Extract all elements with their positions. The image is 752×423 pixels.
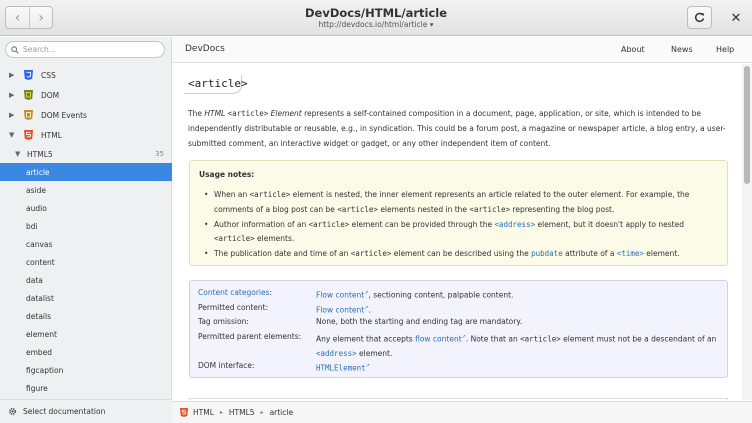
collapse-arrow-icon[interactable]: ▼	[15, 150, 21, 158]
sidebar-item-figcaption[interactable]	[0, 361, 172, 379]
external-link-icon: ↗	[365, 362, 370, 369]
code-article: <article>	[308, 219, 350, 229]
code-article: <article>	[227, 109, 269, 118]
sidebar-group-label: HTML5	[27, 149, 53, 159]
sidebar-item-label: datalist	[26, 293, 54, 303]
sidebar	[0, 37, 172, 423]
dom-icon	[23, 90, 33, 100]
htmlelement-link[interactable]: HTMLElement	[316, 363, 366, 372]
list-item	[204, 247, 719, 262]
info-value: None, both the starting and ending tag are mandatory.	[316, 317, 523, 326]
text: represents a self-contained composition in a document, page, application, or site, which is intended to be independently distributable or reusable, e.g., in syndication. This could be a forum post, a magazine or newspaper article, a blog entry, a user-submitted comment, an interactive widget or gadget, or any other independent item of content.	[188, 109, 726, 148]
text: , sectioning content, palpable content.	[368, 290, 514, 300]
usage-notes-heading: Usage notes:	[199, 170, 255, 179]
close-button[interactable]	[727, 9, 745, 27]
search-input[interactable]	[23, 45, 153, 54]
reload-icon	[694, 12, 705, 23]
code-article: <article>	[337, 204, 378, 214]
sidebar-list	[0, 65, 172, 397]
pubdate-link[interactable]: pubdate	[531, 249, 563, 258]
sidebar-item-figure[interactable]	[0, 379, 172, 397]
nav-link-news[interactable]: News	[671, 45, 693, 54]
sidebar-item-label: article	[26, 167, 50, 177]
list-item	[204, 218, 719, 247]
flow-content-link[interactable]: Flow content	[316, 305, 365, 314]
page-title: <article>	[188, 77, 248, 90]
external-link-icon: ↗	[364, 304, 369, 311]
text: element can be provided through the	[349, 219, 495, 229]
text: element can be described using the	[391, 249, 532, 258]
info-value	[316, 330, 726, 362]
external-link-icon: ↗	[461, 333, 466, 340]
close-icon: ✕	[730, 10, 742, 26]
sidebar-item-embed[interactable]	[0, 343, 172, 361]
text-html: HTML	[204, 109, 226, 118]
search-box[interactable]	[5, 41, 165, 58]
text: elements nested in the	[377, 204, 470, 214]
flow-content-link[interactable]: Flow content	[316, 290, 365, 300]
css3-icon	[23, 70, 33, 80]
text: elements.	[254, 234, 295, 243]
expand-arrow-icon[interactable]: ▶	[9, 111, 15, 119]
sidebar-item-label: aside	[26, 185, 46, 195]
sidebar-item-label: data	[26, 275, 43, 285]
text: representing the blog post.	[510, 204, 615, 214]
sidebar-item-label: audio	[26, 203, 47, 213]
list-item	[204, 188, 719, 217]
scrollbar-thumb[interactable]	[744, 66, 750, 184]
flow-content-link[interactable]: flow content	[415, 334, 462, 343]
text: :	[269, 288, 273, 297]
code-article: <article>	[350, 249, 392, 258]
expand-arrow-icon[interactable]: ▶	[9, 91, 15, 99]
external-link-icon: ↗	[364, 290, 369, 296]
sidebar-item-details[interactable]	[0, 307, 172, 325]
nav-link-help[interactable]: Help	[716, 45, 735, 54]
sidebar-item-label: element	[26, 329, 57, 339]
nav-link-about[interactable]: About	[621, 45, 645, 54]
sidebar-item-label: bdi	[26, 221, 38, 231]
brand-link[interactable]: DevDocs	[185, 44, 225, 54]
text-element: Element	[268, 109, 302, 118]
sidebar-item-dom[interactable]	[0, 85, 172, 105]
sidebar-item-canvas[interactable]	[0, 235, 172, 253]
breadcrumb-item-html5[interactable]: HTML5	[228, 408, 255, 417]
breadcrumb-item-article[interactable]: article	[269, 408, 294, 417]
info-label: Tag omission:	[198, 317, 249, 326]
text: Author information of an	[214, 219, 309, 229]
breadcrumb	[172, 401, 752, 423]
sidebar-item-label: DOM Events	[41, 110, 87, 120]
text: element is nested, the inner element represents an article related to the outer element. For example, the comments of a blog post can be	[214, 190, 690, 214]
html5-icon	[180, 408, 188, 417]
text: element.	[643, 249, 680, 258]
usage-notes-list	[204, 188, 719, 262]
breadcrumb-item-html[interactable]: HTML	[193, 408, 214, 417]
content-scrollbar[interactable]	[742, 64, 752, 400]
text: The publication date and time of an	[214, 249, 351, 258]
sidebar-item-label: embed	[26, 347, 53, 357]
address-link[interactable]: <address>	[494, 219, 536, 229]
info-label: Permitted content:	[198, 302, 269, 312]
text: When an	[214, 190, 250, 199]
window-title: DevDocs/HTML/article	[304, 6, 448, 20]
breadcrumb-separator-icon: ▸	[219, 409, 223, 416]
text: element must not be a descendant of an	[560, 334, 717, 343]
info-label: DOM interface:	[198, 360, 255, 370]
top-nav	[172, 37, 752, 63]
sidebar-item-html[interactable]	[0, 125, 172, 145]
code-article: <article>	[214, 234, 255, 243]
time-link[interactable]: <time>	[616, 249, 644, 258]
content-categories-link[interactable]: Content categories	[198, 288, 270, 297]
text: element.	[356, 348, 393, 358]
search-icon	[11, 46, 19, 54]
sidebar-item-content[interactable]	[0, 253, 172, 271]
main-content	[172, 64, 742, 400]
info-value	[316, 359, 726, 376]
text: .	[368, 305, 371, 314]
sidebar-item-article[interactable]	[0, 163, 172, 181]
sidebar-group-count: 35	[155, 150, 164, 158]
sidebar-group-html5[interactable]	[0, 145, 172, 163]
collapse-arrow-icon[interactable]: ▼	[9, 131, 15, 139]
sidebar-item-dom-events[interactable]	[0, 105, 172, 125]
text: . Note that an	[465, 334, 521, 343]
reload-button[interactable]	[687, 6, 712, 29]
sidebar-item-label: figcaption	[26, 365, 64, 375]
sidebar-item-label: content	[26, 257, 55, 267]
code-article: <article>	[469, 204, 511, 214]
sidebar-item-label: canvas	[26, 239, 53, 249]
usage-notes-box	[189, 160, 728, 266]
sidebar-item-label: details	[26, 311, 51, 321]
select-documentation-label: Select documentation	[23, 407, 106, 416]
code-article: <article>	[520, 334, 561, 343]
sidebar-item-label: CSS	[41, 70, 56, 80]
text: element, but it doesn't apply to nested	[535, 219, 684, 229]
dom-events-icon	[23, 110, 33, 120]
sidebar-item-label: DOM	[41, 90, 60, 100]
info-label	[198, 286, 316, 301]
html5-icon	[23, 130, 33, 140]
chevron-left-icon: ‹	[14, 9, 21, 26]
expand-arrow-icon[interactable]: ▶	[9, 71, 15, 79]
sidebar-item-css[interactable]	[0, 65, 172, 85]
text: The	[188, 109, 205, 118]
info-label: Permitted parent elements:	[198, 331, 302, 341]
breadcrumb-separator-icon: ▸	[260, 409, 264, 416]
next-section-box	[189, 398, 728, 400]
text: Any element that accepts	[316, 334, 416, 343]
sidebar-item-datalist[interactable]	[0, 289, 172, 307]
address-link[interactable]: <address>	[316, 348, 357, 358]
code-article: <article>	[249, 190, 291, 199]
sidebar-item-label: figure	[26, 383, 48, 393]
text: attribute of a	[562, 249, 617, 258]
title-bar	[0, 0, 752, 36]
chevron-right-icon: ›	[38, 9, 44, 26]
sidebar-item-element[interactable]	[0, 325, 172, 343]
sidebar-item-bdi[interactable]	[0, 217, 172, 235]
sidebar-item-label: HTML	[41, 130, 62, 140]
sidebar-item-aside[interactable]	[0, 181, 172, 199]
intro-paragraph	[188, 106, 728, 151]
select-documentation-button[interactable]	[0, 399, 172, 423]
sidebar-item-audio[interactable]	[0, 199, 172, 217]
gear-icon	[8, 407, 17, 416]
element-info-box	[189, 280, 728, 378]
sidebar-item-data[interactable]	[0, 271, 172, 289]
window-url[interactable]: http://devdocs.io/html/article ▾	[318, 20, 434, 29]
